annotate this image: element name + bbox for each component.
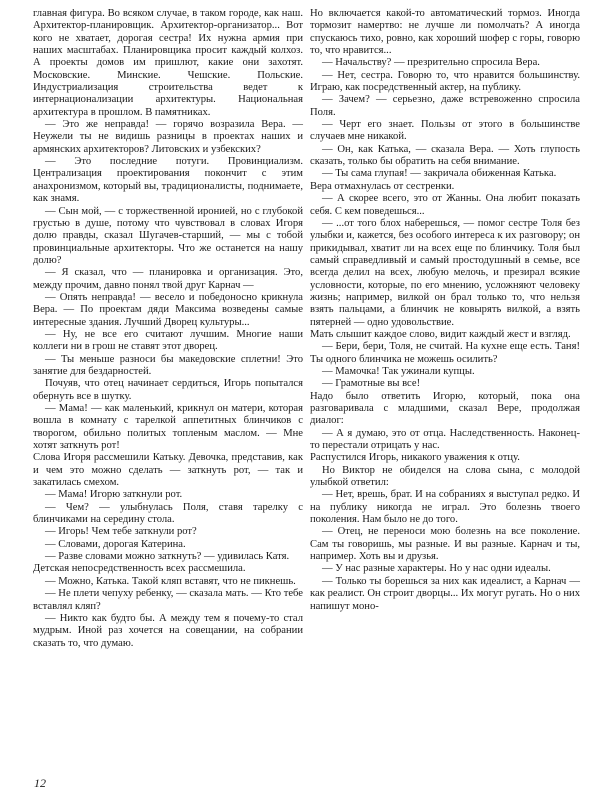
- right-column: [310, 8, 580, 613]
- paragraph: — Только ты борешься за них как идеалист, а Карнач — как реалист. Он строит дворцы... Их могут ругать. Но о них напишут моно-: [310, 575, 580, 612]
- paragraph: — Мама! — как маленький, крикнул он матери, которая вошла в комнату с тарелкой аппетитных блинчиков с творогом, обильно политых топленым маслом. — Мне хотят заткнуть рот!: [33, 403, 303, 452]
- paragraph: Но включается какой-то автоматический тормоз. Иногда тормозит намертво: не лучше ли помолчать? А иногда спускаюсь тихо, ровно, как хороший шофер с горы, говорю то, что нравится...: [310, 8, 580, 57]
- paragraph: — Зачем? — серьезно, даже встревоженно спросила Поля.: [310, 94, 580, 118]
- paragraph: — Нет, врешь, брат. И на собраниях я выступал редко. И на публику никогда не играл. Это болезнь твоего поколения. Нам было не до того.: [310, 489, 580, 526]
- paragraph: — А я думаю, это от отца. Наследственность. Наконец-то перестали отрицать у нас.: [310, 427, 580, 452]
- paragraph: — Словами, дорогая Катерина.: [45, 538, 186, 550]
- paragraph: — Разве словами можно заткнуть? — удивилась Катя.: [45, 551, 290, 563]
- paragraph: — Не плети чепуху ребенку, — сказала мать. — Кто тебе вставлял кляп?: [33, 588, 303, 612]
- paragraph: Слова Игоря рассмешили Катьку. Девочка, представив, как и чем это можно сделать — заткнуть рот, — так и закатилась смехом.: [33, 452, 303, 489]
- paragraph: — Сын мой, — с торжественной иронией, но с глубокой грустью в душе, потому что чувствовал в словах Игоря долю правды, сказал Шугачев-старший, — мы с тобой провинциальные архитекторы. Что же останется на нашу долю?: [33, 205, 303, 266]
- paragraph: Детская непосредственность всех рассмешила.: [33, 563, 246, 575]
- paragraph: Надо было ответить Игорю, который, пока она разговаривала с младшими, сказал Вере, продолжая диалог:: [310, 390, 580, 427]
- paragraph: — Ну, не все его считают лучшим. Многие наши коллеги ни в грош не ставят этот дворец.: [33, 328, 303, 353]
- paragraph: — Нет, сестра. Говорю то, что нравится большинству. Играю, как посредственный актер, на публику.: [310, 69, 580, 94]
- paragraph: Мать слышит каждое слово, видит каждый жест и взгляд.: [310, 328, 571, 340]
- paragraph: — Отец, не переноси мою болезнь на все поколение. Сам ты говоришь, мы разные. И вы разные. Карнач и ты, например. Хоть вы и друзья.: [310, 526, 580, 563]
- paragraph: главная фигура. Во всяком случае, в таком городе, как наш. Архитектор-планировщик. Архитектор-организатор... Вот кого не хватает, дорогая сестра! Их нужна армия при наших масштабах. Планировщика просит каждый колхоз. А проекты домов им пришлют, какие они захотят. Московские. Минские. Чешские. Польские. Индустриализация строительства ведет к интернационализации архитектуры. Национальная архитектура в прошлом. В памятниках.: [33, 8, 303, 118]
- paragraph: — Игорь! Чем тебе заткнули рот?: [45, 526, 197, 538]
- paragraph: Распустился Игорь, никакого уважения к отцу.: [310, 452, 520, 464]
- paragraph: — Начальству? — презрительно спросила Вера.: [322, 57, 540, 69]
- paragraph: — А скорее всего, это от Жанны. Она любит показать себя. С кем поведешься...: [310, 193, 580, 217]
- paragraph: — Это последние потуги. Провинциализм. Централизация проектирования покончит с этим анахронизмом, который вы, традиционалисты, поднимаете, как знамя.: [33, 156, 303, 205]
- paragraph: — Ты меньше разноси бы македовские сплетни! Это занятие для бездарностей.: [33, 353, 303, 377]
- paragraph: — Черт его знает. Пользы от этого в большинстве случаев мне никакой.: [310, 119, 580, 143]
- paragraph: — Чем? — улыбнулась Поля, ставя тарелку с блинчиками на середину стола.: [33, 501, 303, 526]
- paragraph: — Мамочка! Так ужинали купцы.: [322, 365, 475, 377]
- paragraph: — ...от того блох наберешься, — помог сестре Толя без улыбки и, кажется, без особого интереса к их разговору; он прикидывал, хватит ли на всех еще по блинчику. Толя был самый справедливый и самый простодушный в семье, все всегда делил на всех, любую мелочь, и презирал всякие условности, которые, по его мнению, усложняют человеку жизнь; например, вилкой он брал только то, что нельзя взять пальцами, а блинчик не ковырять вилкой, а взять пятерней — одно удовольствие.: [310, 217, 580, 328]
- page-number: 12: [34, 776, 46, 790]
- paragraph: Вера отмахнулась от сестренки.: [310, 180, 455, 192]
- left-column: [33, 8, 303, 650]
- paragraph: — Это же неправда! — горячо возразила Вера. — Неужели ты не видишь разницы в проектах наших и армянских архитекторов? Литовских и узбекских?: [33, 119, 303, 155]
- paragraph: Почуяв, что отец начинает сердиться, Игорь попытался обернуть все в шутку.: [33, 378, 303, 402]
- paragraph: — Мама! Игорю заткнули рот.: [45, 489, 183, 501]
- paragraph: — У нас разные характеры. Но у нас одни идеалы.: [322, 563, 551, 575]
- paragraph: — Я сказал, что — планировка и организация. Это, между прочим, давно понял твой друг Карнач —: [33, 267, 303, 291]
- paragraph: Но Виктор не обиделся на слова сына, с молодой улыбкой ответил:: [310, 464, 580, 489]
- paragraph: — Грамотные вы все!: [322, 378, 421, 390]
- paragraph: — Опять неправда! — весело и победоносно крикнула Вера. — По проектам дяди Максима возведены самые интересные здания. Лучший Дворец культуры...: [33, 291, 303, 328]
- paragraph: — Он, как Катька, — сказала Вера. — Хоть глупость сказать, только бы обратить на себя внимание.: [310, 143, 580, 168]
- paragraph: — Никто как будто бы. А между тем я почему-то стал мудрым. Иной раз хочется на совещании, на собрании сказать то, что думаю.: [33, 612, 303, 649]
- paragraph: — Бери, бери, Толя, не считай. На кухне еще есть. Таня! Ты одного блинчика не можешь осилить?: [310, 341, 580, 365]
- paragraph: — Можно, Катька. Такой кляп вставят, что не пикнешь.: [45, 575, 296, 587]
- paragraph: — Ты сама глупая! — закричала обиженная Катька.: [322, 168, 557, 180]
